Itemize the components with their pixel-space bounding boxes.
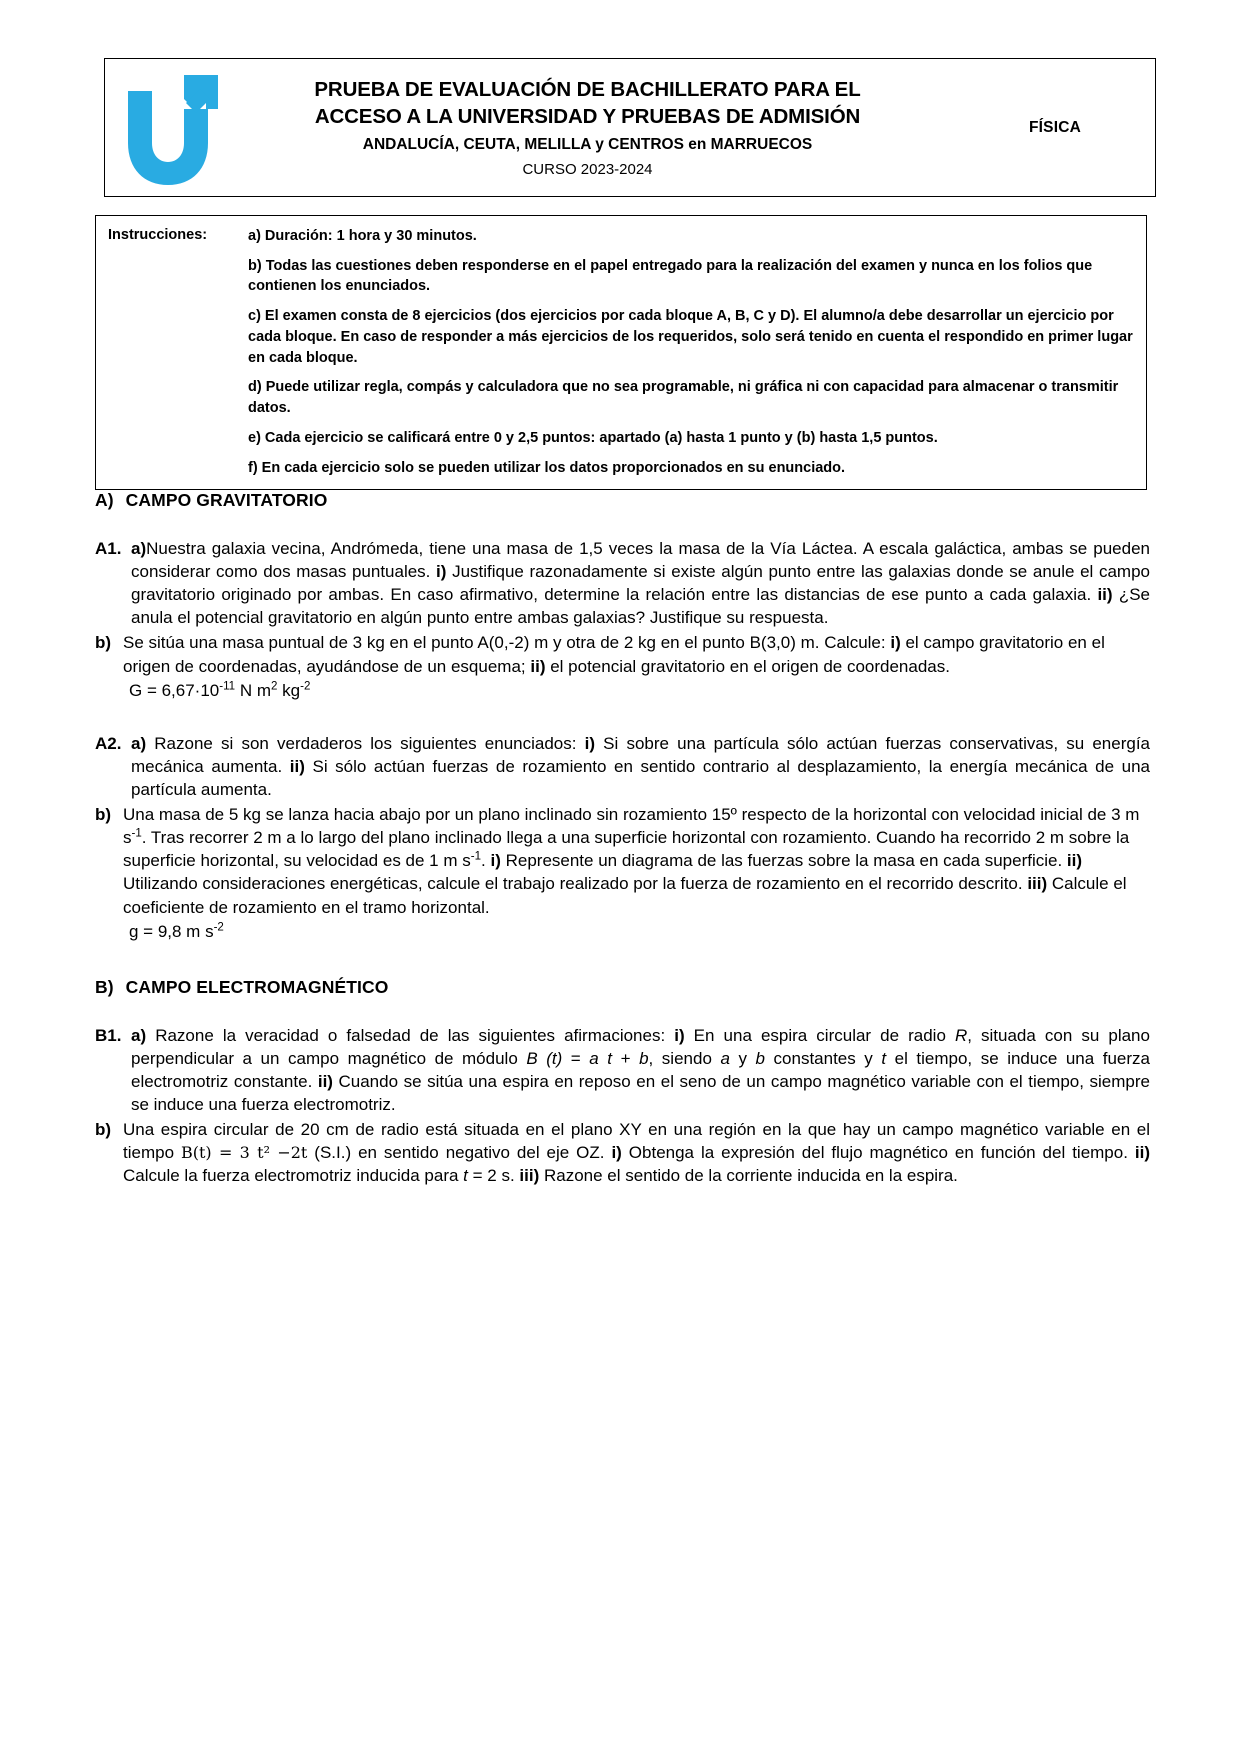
instruction-item-f: f) En cada ejercicio solo se pueden utilizar los datos proporcionados en su enunciado.	[248, 459, 846, 476]
a2-b-text1: Una masa de 5 kg se lanza hacia abajo por un plano inclinado sin rozamiento 15º respecto de la horizontal con velocidad inicial de 3 m s	[123, 805, 1140, 848]
b1-a-text3: , situada con su plano perpendicular a un campo magnético de módulo	[131, 1025, 1150, 1068]
part-a-label: a)	[131, 539, 147, 558]
b1-a-text2: En una espira circular de radio	[684, 1025, 955, 1045]
header-box	[104, 58, 1156, 197]
exercise-b1-part-b-body	[123, 1118, 1150, 1187]
const-G-unit2-exp: -2	[300, 680, 311, 692]
a1-a-text2: Justifique razonadamente si existe algún punto entre las galaxias donde se anule el campo gravitatorio originado por ambas. En caso afirmativo, determine la relación entre las distancias de ese punto a cada galaxia.	[131, 562, 1150, 605]
b1-a-var-b: b	[755, 1048, 765, 1068]
b1-b-label-cell	[95, 1118, 123, 1187]
const-G-unit2: kg	[277, 680, 301, 700]
a1-a-text1: Nuestra galaxia vecina, Andrómeda, tiene una masa de 1,5 veces la masa de la Vía Láctea. A escala galáctica, ambas se pueden considerar como dos masas puntuales.	[131, 539, 1150, 582]
b1-b-formula: B(t) = 3 t² −2t	[180, 1143, 308, 1163]
section-a-letter: A)	[95, 490, 114, 510]
exercise-a1-part-a	[95, 537, 1150, 629]
instruction-item-e: e) Cada ejercicio se calificará entre 0 y 2,5 puntos: apartado (a) hasta 1 punto y (b) hasta 1,5 puntos.	[248, 429, 938, 446]
a2-a-text1: Razone si son verdaderos los siguientes enunciados:	[154, 733, 585, 753]
b1-a-formula-plus: +	[612, 1048, 640, 1068]
b1-a-var-a: a	[720, 1048, 730, 1068]
exercise-a1	[95, 537, 1150, 702]
b1-a-roman-ii: ii)	[317, 1071, 333, 1091]
b1-b-roman-ii: ii)	[1134, 1143, 1150, 1163]
exercise-b1-part-a-body	[131, 1024, 1150, 1116]
instruction-item-c: c) El examen consta de 8 ejercicios (dos ejercicios por cada bloque A, B, C y D). El alumno/a debe desarrollar un ejercicio por cada bloque. En caso de responder a más ejercicios de los requeridos, solo será tenido en cuenta el respondido en primer lugar en cada bloque.	[248, 308, 1133, 366]
a1-b-label-cell	[95, 631, 123, 677]
b1-b-text2: (S.I.) en sentido negativo del eje OZ.	[307, 1143, 612, 1163]
a2-b-exp1: -1	[131, 827, 142, 840]
instructions-list	[248, 226, 1136, 478]
exercise-a1-part-b-body	[123, 631, 1150, 677]
a2-part-a-label: a)	[131, 733, 147, 753]
a2-a-text3: Si sólo actúan fuerzas de rozamiento en sentido contrario al desplazamiento, la energía mecánica de una partícula aumenta.	[131, 756, 1150, 799]
header-title-line2: ACCESO A LA UNIVERSIDAD Y PRUEBAS DE ADMISIÓN	[314, 105, 861, 129]
const-g-exponent: -2	[213, 920, 224, 933]
b1-b-text5: = 2 s.	[467, 1166, 520, 1186]
b1-b-roman-iii: iii)	[519, 1166, 540, 1186]
b1-a-formula-b: b	[639, 1048, 649, 1068]
header-titles	[230, 59, 955, 196]
a1-a-roman-i: i)	[436, 562, 447, 582]
a2-part-b-label: b)	[95, 805, 112, 825]
header-subject-cell	[955, 59, 1155, 196]
b1-a-formula-B: B	[526, 1048, 538, 1068]
section-a-title: CAMPO GRAVITATORIO	[125, 490, 328, 510]
b1-b-var-t: t	[463, 1166, 468, 1186]
a1-b-text3: el potencial gravitatorio en el origen de coordenadas.	[545, 656, 950, 676]
instruction-item-d: d) Puede utilizar regla, compás y calculadora que no sea programable, ni gráfica ni con capacidad para almacenar o transmitir datos.	[248, 379, 1119, 417]
section-heading-a	[95, 490, 1150, 511]
university-logo-icon	[114, 69, 222, 187]
b1-part-b-label: b)	[95, 1120, 112, 1140]
exercise-b1-part-b	[95, 1118, 1150, 1187]
b1-a-text5: y	[729, 1048, 756, 1068]
b1-a-formula-t: (t)	[546, 1048, 563, 1068]
instruction-item-b: b) Todas las cuestiones deben responderse en el papel entregado para la realización del examen y nunca en los folios que contienen los enunciados.	[248, 257, 1093, 295]
exercise-a2-part-a	[95, 732, 1150, 801]
b1-a-var-R: R	[954, 1025, 968, 1045]
a1-b-roman-ii: ii)	[530, 656, 546, 676]
exercise-a2-tag: A2.	[95, 733, 122, 753]
b1-a-text6: constantes y	[764, 1048, 882, 1068]
a2-b-roman-i: i)	[490, 851, 501, 871]
b1-a-text8: Cuando se sitúa una espira en reposo en el seno de un campo magnético variable con el tiempo, siempre se induce una fuerza electromotriz.	[131, 1071, 1150, 1115]
const-G-unit1-exp: 2	[271, 680, 278, 692]
exercise-a2-part-a-body	[131, 732, 1150, 801]
exercise-a2	[95, 732, 1150, 943]
subject-label: FÍSICA	[1028, 118, 1081, 136]
const-G-unit1: N m	[235, 680, 271, 700]
const-G-label: G = 6,67·10	[129, 680, 220, 700]
exercise-a1-part-b	[95, 631, 1150, 677]
a2-b-roman-iii: iii)	[1027, 874, 1048, 894]
instructions-label: Instrucciones:	[108, 227, 208, 243]
b1-a-roman-i: i)	[674, 1025, 685, 1045]
b1-a-formula-eq: =	[562, 1048, 590, 1068]
a1-b-text1: Se sitúa una masa puntual de 3 kg en el punto A(0,-2) m y otra de 2 kg en el punto B(3,0) m. Calcule:	[123, 633, 891, 653]
b1-a-text7: el tiempo, se induce una fuerza electromotriz constante.	[131, 1048, 1150, 1091]
constant-gravitational-G	[95, 679, 1150, 702]
a1-a-text3: ¿Se anula el potencial gravitatorio en algún punto entre ambas galaxias? Justifique su respuesta.	[131, 585, 1150, 628]
exercise-b1-part-a	[95, 1024, 1150, 1116]
a2-b-text2: . Tras recorrer 2 m a lo largo del plano inclinado llega a una superficie horizontal con rozamiento. Cuando ha recorrido 2 m sobre la superficie horizontal, su velocidad es de 1 m s	[123, 828, 1130, 871]
section-b-letter: B)	[95, 976, 114, 997]
b1-a-formula-at: a t	[589, 1048, 613, 1068]
section-heading-b	[95, 977, 1150, 998]
exercise-a1-part-a-body	[131, 537, 1150, 629]
a2-b-exp2: -1	[470, 850, 482, 863]
a2-b-text5: Utilizando consideraciones energéticas, calcule el trabajo realizado por la fuerza de rozamiento en el recorrido descrito.	[123, 874, 1028, 894]
b1-a-text4: , siendo	[648, 1048, 721, 1068]
const-G-exponent: -11	[219, 680, 236, 692]
b1-a-var-t: t	[881, 1048, 887, 1068]
instruction-item-a: a) Duración: 1 hora y 30 minutos.	[248, 228, 477, 244]
exercise-a2-part-b	[95, 803, 1150, 919]
const-g-label: g = 9,8 m s	[129, 921, 214, 941]
exercise-b1-tag: B1.	[95, 1025, 122, 1045]
a2-a-roman-i: i)	[584, 733, 596, 753]
a2-a-text2: Si sobre una partícula sólo actúan fuerzas conservativas, su energía mecánica aumenta.	[131, 733, 1150, 776]
a2-a-roman-ii: ii)	[289, 756, 305, 776]
a2-b-text4: Represente un diagrama de las fuerzas sobre la masa en cada superficie.	[500, 851, 1067, 871]
logo-cell	[105, 59, 230, 196]
exercise-a2-part-b-body	[123, 803, 1150, 919]
exercise-b1	[95, 1024, 1150, 1188]
b1-b-text3: Obtenga la expresión del flujo magnético en función del tiempo.	[621, 1143, 1135, 1163]
b1-b-text1: Una espira circular de 20 cm de radio está situada en el plano XY en una región en la que hay un campo magnético variable en el tiempo	[123, 1120, 1150, 1163]
b1-b-roman-i: i)	[611, 1143, 622, 1163]
part-b-label: b)	[95, 633, 112, 653]
b1-b-text4: Calcule la fuerza electromotriz inducida para	[123, 1166, 464, 1186]
a2-b-text6: Calcule el coeficiente de rozamiento en el tramo horizontal.	[123, 874, 1127, 917]
a2-b-roman-ii: ii)	[1066, 851, 1083, 871]
a2-b-text3: .	[481, 851, 491, 871]
header-course: CURSO 2023-2024	[522, 160, 653, 178]
a1-b-text2: el campo gravitatorio en el origen de coordenadas, ayudándose de un esquema;	[123, 633, 1105, 676]
section-b-title: CAMPO ELECTROMAGNÉTICO	[125, 976, 389, 997]
instructions-box	[95, 215, 1147, 490]
a1-a-roman-ii: ii)	[1097, 585, 1113, 605]
exercise-a1-tag: A1.	[95, 539, 122, 558]
constant-gravity-g	[95, 920, 1150, 943]
a1-b-roman-i: i)	[890, 633, 901, 653]
header-regions: ANDALUCÍA, CEUTA, MELILLA y CENTROS en MARRUECOS	[362, 136, 813, 154]
header-title-line1: PRUEBA DE EVALUACIÓN DE BACHILLERATO PARA EL	[314, 77, 861, 101]
exam-content	[95, 490, 1150, 1196]
b1-a-text1: Razone la veracidad o falsedad de las siguientes afirmaciones:	[155, 1025, 675, 1045]
b1-part-a-label: a)	[131, 1025, 147, 1045]
a2-b-label-cell	[95, 803, 123, 919]
b1-b-text6: Razone el sentido de la corriente inducida en la espira.	[539, 1166, 958, 1186]
